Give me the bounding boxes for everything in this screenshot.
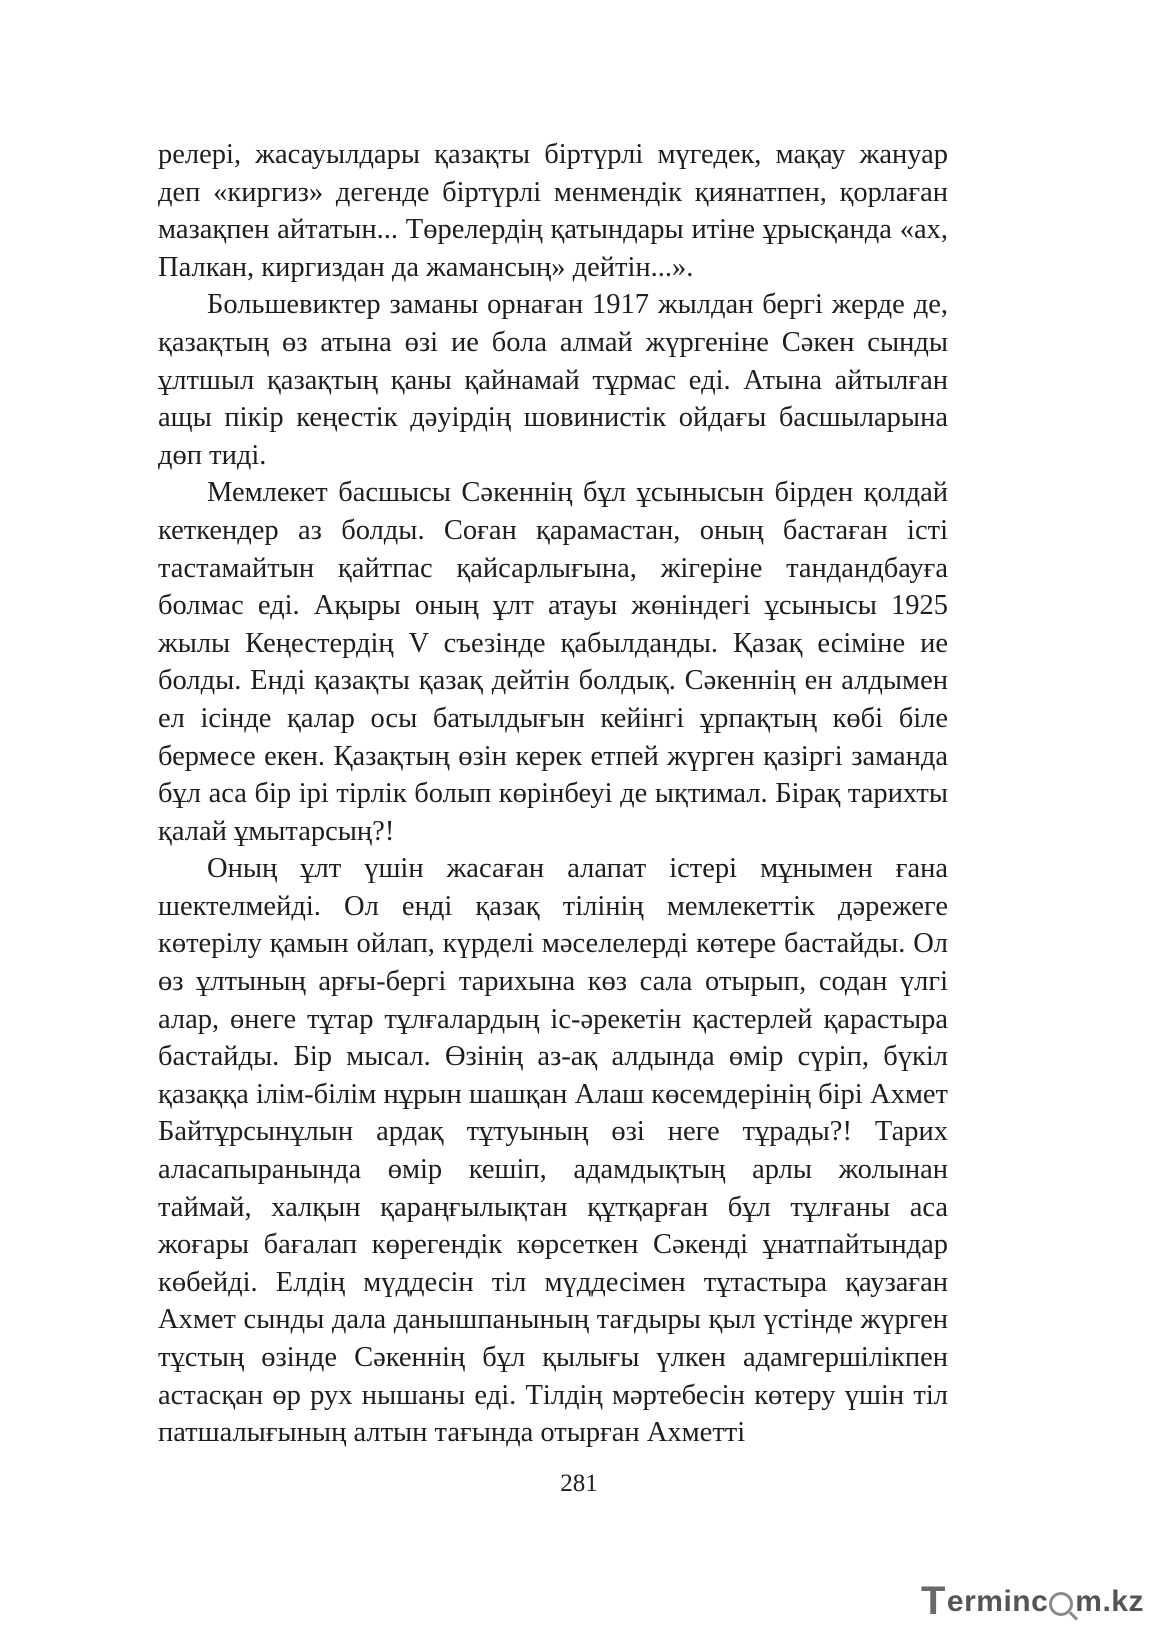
paragraph-2: Большевиктер заманы орнаған 1917 жылдан бергі жерде де, қазақтың өз атына өзі ие бола алмай жүргеніне Сәкен сынды ұлтшыл қазақтың қаны қайнамай тұрмас еді. Атына айтылған ащы пікір кеңестік дәуірдің шовинистік ойдағы басшыларына дөп тиді. [158, 289, 948, 471]
paragraph-3: Мемлекет басшысы Сәкеннің бұл ұсынысын бірден қолдай кеткендер аз болды. Соған қарамастан, оның бастаған істі тастамайтын қайтпас қайсарлығына, жігеріне тандандбауға болмас еді. Ақыры оның ұлт атауы жөніндегі ұсынысы 1925 жылы Кеңестердің V съезінде қабылданды. Қазақ есіміне ие болды. Енді қазақты қазақ дейтін болдық. Сәкеннің ен алдымен ел ісінде қалар осы батылдығын кейінгі ұрпақтың көбі біле бермесе екен. Қазақтың өзін керек етпей жүрген қазіргі заманда бұл аса бір ірі тірлік болып көрінбеуі де ықтимал. Бірақ тарихты қалай ұмытарсың?! [158, 477, 948, 847]
watermark-logo [921, 1580, 1144, 1624]
watermark-text-a: erminc [946, 1585, 1049, 1618]
page-number: 281 [560, 1470, 598, 1497]
page-body [158, 136, 948, 1452]
paragraph-4: Оның ұлт үшін жасаған алапат істері мұнымен ғана шектелмейді. Ол енді қазақ тілінің мемлекеттік дәрежеге көтерілу қамын ойлап, күрделі мәселелерді көтере бастайды. Ол өз ұлтының арғы-бергі тарихына көз сала отырып, содан үлгі алар, өнеге тұтар тұлғалардың іс-әрекетін қастерлей қарастыра бастайды. Бір мысал. Өзінің аз-ақ алдында өмір сүріп, бүкіл қазаққа ілім-білім нұрын шашқан Алаш көсемдерінің бірі Ахмет Байтұрсынұлын ардақ тұтуының өзі неге тұрады?! Тарих аласапыранында өмір кешіп, адамдықтың арлы жолынан таймай, халқын қараңғылықтан құтқарған бұл тұлғаны аса жоғары бағалап көрегендік көрсеткен Сәкенді ұнатпайтындар көбейді. Елдің мүддесін тіл мүддесімен тұтастыра қаузаған Ахмет сынды дала данышпанының тағдыры қыл үстінде жүрген тұстың өзінде Сәкеннің бұл қылығы үлкен адамгершілікпен астасқан өр рух нышаны еді. Тілдің мәртебесін көтеру үшін тіл патшалығының алтын тағында отырған Ахметті [158, 853, 948, 1449]
magnifier-icon [1049, 1592, 1073, 1616]
watermark-text-b: m.kz [1075, 1585, 1144, 1618]
paragraph-1: релері, жасауылдары қазақты біртүрлі мүгедек, мақау жануар деп «киргиз» дегенде біртүрлі менмендік қиянатпен, қорлаған мазақпен айтатын... Төрелердің қатындары итіне ұрысқанда «ах, Палкан, киргиздан да жамансың» дейтін...». [158, 139, 948, 283]
watermark-t: T [920, 1578, 946, 1623]
